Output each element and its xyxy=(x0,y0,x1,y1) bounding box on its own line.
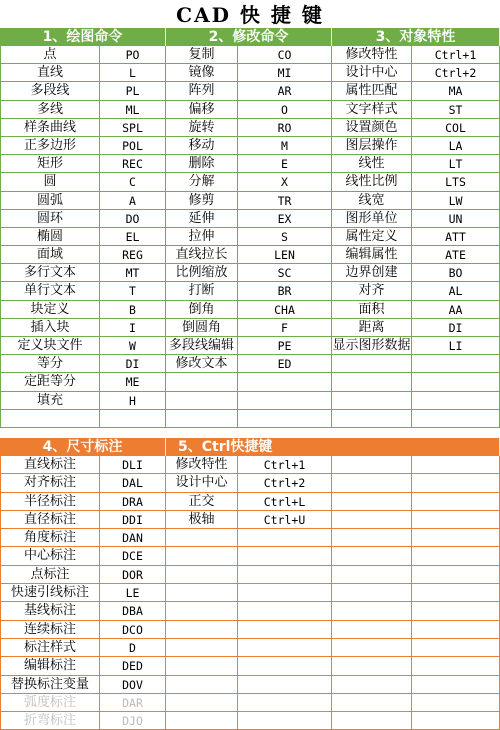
bottom-table-cell xyxy=(238,566,332,584)
top-table-cell: C xyxy=(100,173,166,191)
top-table-cell: 显示图形数据 xyxy=(332,337,412,355)
bottom-table-cell: DRA xyxy=(100,493,166,511)
top-table-cell: 分解 xyxy=(166,173,238,191)
top-table-cell: 图层操作 xyxy=(332,137,412,155)
top-table-cell: LI xyxy=(412,337,500,355)
top-table-cell: 比例缩放 xyxy=(166,264,238,282)
bottom-table-cell xyxy=(332,602,412,620)
top-table-cell: SC xyxy=(238,264,332,282)
top-table-cell: CHA xyxy=(238,301,332,319)
top-table-cell: DI xyxy=(412,319,500,337)
bottom-table-cell xyxy=(412,474,500,492)
bottom-table-cell: 修改特性 xyxy=(166,456,238,474)
top-table-cell xyxy=(332,355,412,373)
top-table-cell: 文字样式 xyxy=(332,101,412,119)
top-table-cell: S xyxy=(238,228,332,246)
top-table-cell: SPL xyxy=(100,119,166,137)
bottom-table-cell: 快速引线标注 xyxy=(0,584,100,602)
top-table-cell: 直线 xyxy=(0,64,100,82)
top-table-cell: 移动 xyxy=(166,137,238,155)
top-table-cell xyxy=(332,373,412,391)
top-table-cell: TR xyxy=(238,192,332,210)
bottom-table-cell xyxy=(166,676,238,694)
top-table-cell: I xyxy=(100,319,166,337)
top-table-cell: BO xyxy=(412,264,500,282)
top-table-cell: 旋转 xyxy=(166,119,238,137)
top-table-cell xyxy=(332,410,412,428)
bottom-table-cell: 直径标注 xyxy=(0,511,100,529)
bottom-table-cell xyxy=(166,657,238,675)
top-table-cell: REC xyxy=(100,155,166,173)
top-table-cell: H xyxy=(100,392,166,410)
bottom-table-cell xyxy=(238,602,332,620)
top-table-cell: 定义块文件 xyxy=(0,337,100,355)
top-table-cell: 图形单位 xyxy=(332,210,412,228)
top-table-cell: 偏移 xyxy=(166,101,238,119)
top-table-cell: 单行文本 xyxy=(0,282,100,300)
bottom-table-cell: DCO xyxy=(100,621,166,639)
top-table-cell: 样条曲线 xyxy=(0,119,100,137)
top-table-cell: 修改文本 xyxy=(166,355,238,373)
bottom-table-cell: 中心标注 xyxy=(0,547,100,565)
bottom-table-cell xyxy=(238,547,332,565)
page-title: CAD 快 捷 键 xyxy=(176,3,324,27)
section-header-ctrl: 5、Ctrl快捷键 xyxy=(166,438,500,456)
bottom-table-cell: 极轴 xyxy=(166,511,238,529)
top-table-cell: W xyxy=(100,337,166,355)
bottom-table-cell: DAL xyxy=(100,474,166,492)
top-table-cell: LW xyxy=(412,192,500,210)
top-table-cell: 等分 xyxy=(0,355,100,373)
top-table-cell xyxy=(0,410,100,428)
top-table-cell: Ctrl+1 xyxy=(412,46,500,64)
bottom-table-cell xyxy=(412,639,500,657)
section-header-row-bottom xyxy=(0,438,500,456)
top-table-cell: 多段线编辑 xyxy=(166,337,238,355)
bottom-table-cell: Ctrl+U xyxy=(238,511,332,529)
top-table-cell: 镜像 xyxy=(166,64,238,82)
bottom-table-cell: DAN xyxy=(100,529,166,547)
top-table-cell: LT xyxy=(412,155,500,173)
top-table-cell: AR xyxy=(238,82,332,100)
bottom-table-cell xyxy=(332,676,412,694)
top-table-cell: 多行文本 xyxy=(0,264,100,282)
top-table-cell: 块定义 xyxy=(0,301,100,319)
top-table-cell: COL xyxy=(412,119,500,137)
top-table-cell: UN xyxy=(412,210,500,228)
bottom-table-cell: DOR xyxy=(100,566,166,584)
bottom-table-cell: D xyxy=(100,639,166,657)
top-table-cell: MT xyxy=(100,264,166,282)
top-table-cell: 属性匹配 xyxy=(332,82,412,100)
bottom-table-cell xyxy=(412,694,500,712)
top-table-cell: 多段线 xyxy=(0,82,100,100)
top-table-cell xyxy=(412,373,500,391)
bottom-table-cell xyxy=(238,676,332,694)
bottom-table-cell: LE xyxy=(100,584,166,602)
bottom-table-cell: DOV xyxy=(100,676,166,694)
bottom-table-cell xyxy=(238,712,332,730)
top-table-cell: 删除 xyxy=(166,155,238,173)
top-table-cell: DI xyxy=(100,355,166,373)
top-table-cell xyxy=(238,392,332,410)
top-table-cell xyxy=(166,373,238,391)
bottom-table-cell: 对齐标注 xyxy=(0,474,100,492)
top-table-cell: 定距等分 xyxy=(0,373,100,391)
bottom-table-cell xyxy=(238,639,332,657)
top-table-cell: 打断 xyxy=(166,282,238,300)
top-table-cell: 倒圆角 xyxy=(166,319,238,337)
section-header-modify: 2、修改命令 xyxy=(166,28,332,46)
top-table-cell: 边界创建 xyxy=(332,264,412,282)
top-table-cell: T xyxy=(100,282,166,300)
bottom-table-cell: DLI xyxy=(100,456,166,474)
bottom-table-cell xyxy=(412,602,500,620)
top-table-cell xyxy=(412,410,500,428)
bottom-table-cell xyxy=(332,547,412,565)
top-table-cell xyxy=(332,392,412,410)
section-header-row-top xyxy=(0,28,500,46)
top-table-cell: O xyxy=(238,101,332,119)
top-table-cell: Ctrl+2 xyxy=(412,64,500,82)
bottom-table-cell xyxy=(412,676,500,694)
top-table-cell: 圆 xyxy=(0,173,100,191)
bottom-table-cell xyxy=(412,511,500,529)
top-table-cell: M xyxy=(238,137,332,155)
bottom-table-cell: DDI xyxy=(100,511,166,529)
top-table-cell xyxy=(166,410,238,428)
top-table-cell: 多线 xyxy=(0,101,100,119)
top-table-cell: 拉伸 xyxy=(166,228,238,246)
top-table-cell: L xyxy=(100,64,166,82)
top-table-cell: ME xyxy=(100,373,166,391)
top-table-cell: POL xyxy=(100,137,166,155)
top-table-cell: EL xyxy=(100,228,166,246)
bottom-table-cell xyxy=(412,529,500,547)
shortcut-table-top xyxy=(0,46,500,428)
top-table-cell: 圆环 xyxy=(0,210,100,228)
bottom-table-cell: 正交 xyxy=(166,493,238,511)
top-table-cell: MI xyxy=(238,64,332,82)
bottom-table-cell xyxy=(412,584,500,602)
top-table-cell: ATT xyxy=(412,228,500,246)
bottom-table-cell xyxy=(412,712,500,730)
bottom-table-cell xyxy=(332,456,412,474)
top-table-cell: F xyxy=(238,319,332,337)
bottom-table-cell xyxy=(332,529,412,547)
bottom-table-cell xyxy=(166,694,238,712)
bottom-table-cell xyxy=(166,566,238,584)
top-table-cell: LA xyxy=(412,137,500,155)
bottom-table-cell xyxy=(238,657,332,675)
top-table-cell xyxy=(412,355,500,373)
top-table-cell: LEN xyxy=(238,246,332,264)
bottom-table-cell: Ctrl+2 xyxy=(238,474,332,492)
bottom-table-cell xyxy=(166,529,238,547)
bottom-table-cell xyxy=(332,657,412,675)
top-table-cell: B xyxy=(100,301,166,319)
bottom-table-cell xyxy=(332,639,412,657)
top-table-cell: 阵列 xyxy=(166,82,238,100)
top-table-cell xyxy=(412,392,500,410)
bottom-table-cell: 直线标注 xyxy=(0,456,100,474)
section-spacer xyxy=(0,428,500,438)
bottom-table-cell: DBA xyxy=(100,602,166,620)
bottom-table-cell xyxy=(332,474,412,492)
shortcut-table-bottom xyxy=(0,456,500,730)
bottom-table-cell xyxy=(166,639,238,657)
top-table-cell: 修剪 xyxy=(166,192,238,210)
top-table-cell: 直线拉长 xyxy=(166,246,238,264)
bottom-table-cell xyxy=(238,529,332,547)
bottom-table-cell: DCE xyxy=(100,547,166,565)
bottom-table-cell xyxy=(412,621,500,639)
bottom-table-cell xyxy=(412,547,500,565)
bottom-table-cell xyxy=(412,493,500,511)
bottom-table-cell xyxy=(238,584,332,602)
bottom-table-cell xyxy=(238,694,332,712)
bottom-table-cell xyxy=(412,456,500,474)
bottom-table-cell: DAR xyxy=(100,694,166,712)
top-table-cell: PL xyxy=(100,82,166,100)
top-table-cell: 修改特性 xyxy=(332,46,412,64)
bottom-table-cell xyxy=(238,621,332,639)
top-table-cell: 属性定义 xyxy=(332,228,412,246)
top-table-cell: 复制 xyxy=(166,46,238,64)
bottom-table-cell xyxy=(166,584,238,602)
bottom-table-cell: 设计中心 xyxy=(166,474,238,492)
bottom-table-cell: Ctrl+1 xyxy=(238,456,332,474)
top-table-cell: 线性比例 xyxy=(332,173,412,191)
bottom-table-cell: DJO xyxy=(100,712,166,730)
bottom-table-cell: 折弯标注 xyxy=(0,712,100,730)
bottom-table-cell: 编辑标注 xyxy=(0,657,100,675)
top-table-cell: DO xyxy=(100,210,166,228)
top-table-cell: ML xyxy=(100,101,166,119)
top-table-cell: 设置颜色 xyxy=(332,119,412,137)
bottom-table-cell: 弧度标注 xyxy=(0,694,100,712)
top-table-cell: 编辑属性 xyxy=(332,246,412,264)
top-table-cell: 设计中心 xyxy=(332,64,412,82)
bottom-table-cell xyxy=(332,493,412,511)
top-table-cell: ATE xyxy=(412,246,500,264)
bottom-table-cell: Ctrl+L xyxy=(238,493,332,511)
top-table-cell: RO xyxy=(238,119,332,137)
top-table-cell: 插入块 xyxy=(0,319,100,337)
top-table-cell: 面积 xyxy=(332,301,412,319)
bottom-table-cell xyxy=(166,602,238,620)
top-table-cell: A xyxy=(100,192,166,210)
bottom-table-cell: 角度标注 xyxy=(0,529,100,547)
bottom-table-cell: 连续标注 xyxy=(0,621,100,639)
top-table-cell: BR xyxy=(238,282,332,300)
top-table-cell xyxy=(100,410,166,428)
top-table-cell: ED xyxy=(238,355,332,373)
top-table-cell: 点 xyxy=(0,46,100,64)
top-table-cell: CO xyxy=(238,46,332,64)
top-table-cell: 倒角 xyxy=(166,301,238,319)
bottom-table-cell xyxy=(412,566,500,584)
top-table-cell: 线宽 xyxy=(332,192,412,210)
bottom-table-cell xyxy=(166,547,238,565)
bottom-table-cell: 点标注 xyxy=(0,566,100,584)
top-table-cell: 圆弧 xyxy=(0,192,100,210)
bottom-table-cell: 标注样式 xyxy=(0,639,100,657)
bottom-table-cell: 替换标注变量 xyxy=(0,676,100,694)
section-header-object: 3、对象特性 xyxy=(332,28,500,46)
bottom-table-cell xyxy=(412,657,500,675)
bottom-table-cell xyxy=(166,712,238,730)
bottom-table-cell xyxy=(332,712,412,730)
top-table-cell: LTS xyxy=(412,173,500,191)
top-table-cell: REG xyxy=(100,246,166,264)
top-table-cell: PO xyxy=(100,46,166,64)
bottom-table-cell xyxy=(332,566,412,584)
section-header-dimension: 4、尺寸标注 xyxy=(0,438,166,456)
top-table-cell: 矩形 xyxy=(0,155,100,173)
top-table-cell: MA xyxy=(412,82,500,100)
bottom-table-cell: 半径标注 xyxy=(0,493,100,511)
top-table-cell: 椭圆 xyxy=(0,228,100,246)
top-table-cell: 面域 xyxy=(0,246,100,264)
section-header-draw: 1、绘图命令 xyxy=(0,28,166,46)
bottom-table-cell xyxy=(332,511,412,529)
top-table-cell: ST xyxy=(412,101,500,119)
top-table-cell: X xyxy=(238,173,332,191)
top-table-cell: 距离 xyxy=(332,319,412,337)
top-table-cell: AA xyxy=(412,301,500,319)
top-table-cell: AL xyxy=(412,282,500,300)
top-table-cell: 延伸 xyxy=(166,210,238,228)
top-table-cell: PE xyxy=(238,337,332,355)
top-table-cell xyxy=(166,392,238,410)
bottom-table-cell xyxy=(332,694,412,712)
bottom-table-cell xyxy=(332,621,412,639)
top-table-cell: 线性 xyxy=(332,155,412,173)
bottom-table-cell xyxy=(166,621,238,639)
top-table-cell: 填充 xyxy=(0,392,100,410)
bottom-table-cell xyxy=(332,584,412,602)
top-table-cell: E xyxy=(238,155,332,173)
top-table-cell xyxy=(238,373,332,391)
bottom-table-cell: DED xyxy=(100,657,166,675)
top-table-cell: 正多边形 xyxy=(0,137,100,155)
top-table-cell xyxy=(238,410,332,428)
top-table-cell: EX xyxy=(238,210,332,228)
bottom-table-cell: 基线标注 xyxy=(0,602,100,620)
top-table-cell: 对齐 xyxy=(332,282,412,300)
